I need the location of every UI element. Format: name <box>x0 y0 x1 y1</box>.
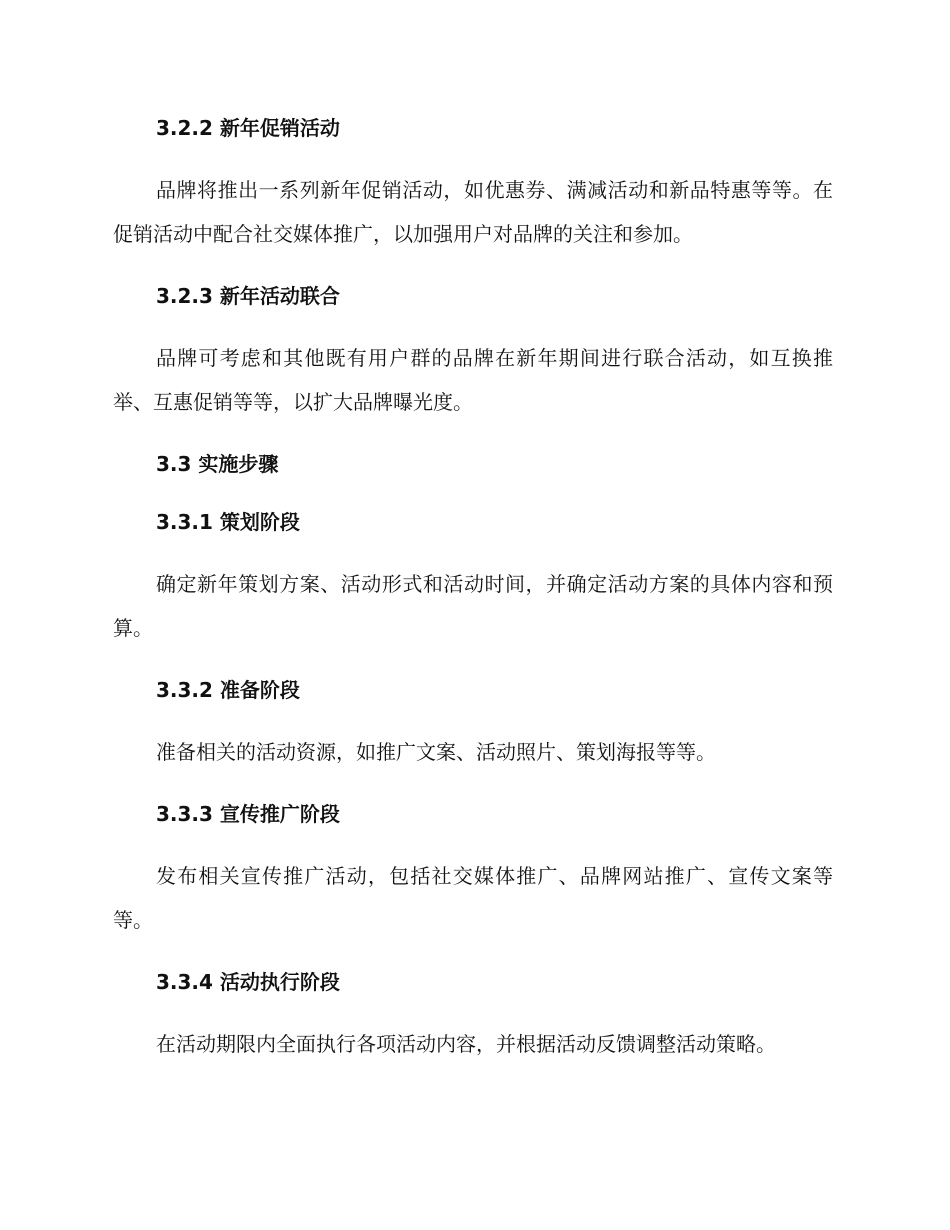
section-paragraph-3-3-2: 准备相关的活动资源，如推广文案、活动照片、策划海报等等。 <box>156 740 716 764</box>
section-heading-3-3-4: 3.3.4 活动执行阶段 <box>156 970 340 994</box>
section-paragraph-3-3-3: 发布相关宣传推广活动，包括社交媒体推广、品牌网站推广、宣传文案等等。 <box>113 864 833 932</box>
section-heading-3-2-3: 3.2.3 新年活动联合 <box>156 284 340 308</box>
section-heading-3-2-2: 3.2.2 新年促销活动 <box>156 116 340 140</box>
section-heading-3-3-1: 3.3.1 策划阶段 <box>156 510 300 534</box>
section-heading-3-3-2: 3.3.2 准备阶段 <box>156 678 300 702</box>
section-paragraph-3-3-4: 在活动期限内全面执行各项活动内容，并根据活动反馈调整活动策略。 <box>156 1032 776 1056</box>
section-paragraph-3-3-1: 确定新年策划方案、活动形式和活动时间，并确定活动方案的具体内容和预算。 <box>113 572 833 640</box>
section-paragraph-3-2-3: 品牌可考虑和其他既有用户群的品牌在新年期间进行联合活动，如互换推举、互惠促销等等，以扩大品牌曝光度。 <box>113 346 833 414</box>
section-paragraph-3-2-2: 品牌将推出一系列新年促销活动，如优惠券、满减活动和新品特惠等等。在促销活动中配合社交媒体推广，以加强用户对品牌的关注和参加。 <box>113 178 833 246</box>
section-heading-3-3: 3.3 实施步骤 <box>156 452 279 476</box>
section-heading-3-3-3: 3.3.3 宣传推广阶段 <box>156 802 340 826</box>
document-body <box>113 110 833 1066</box>
